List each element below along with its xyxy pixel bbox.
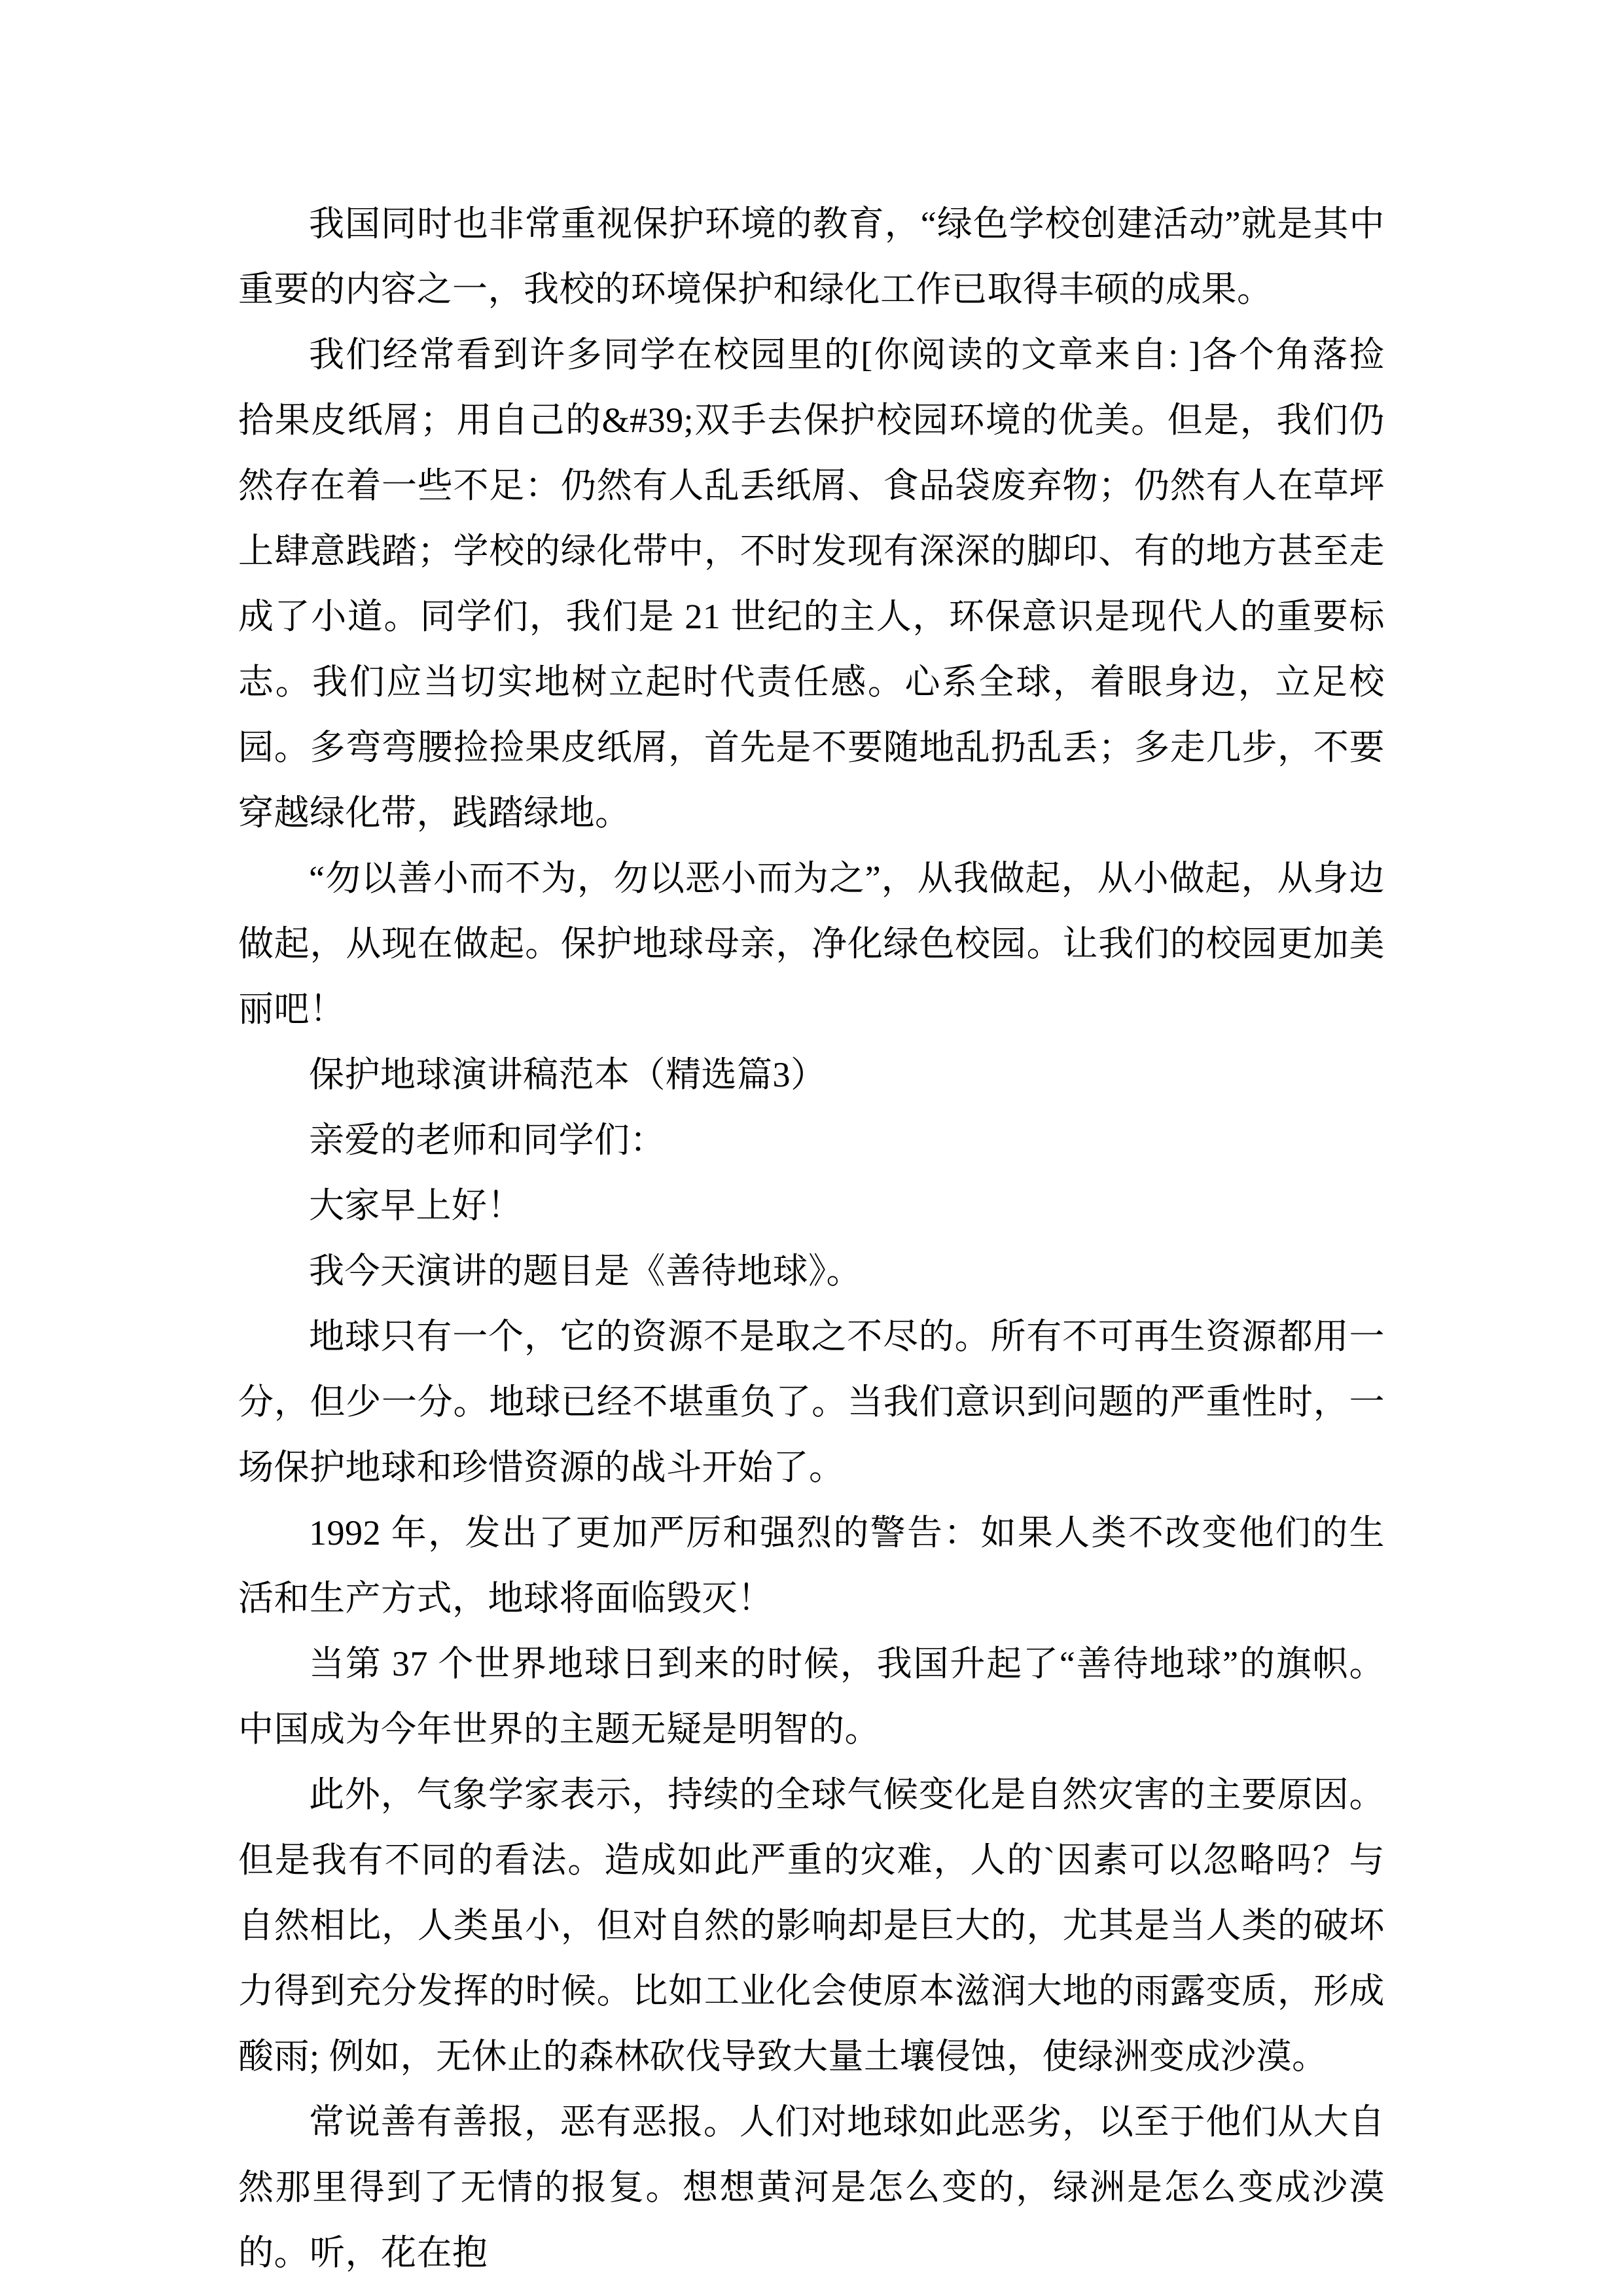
paragraph: 地球只有一个，它的资源不是取之不尽的。所有不可再生资源都用一分，但少一分。地球已经不堪重负了。当我们意识到问题的严重性时，一场保护地球和珍惜资源的战斗开始了。	[238, 1317, 1385, 1487]
paragraph: “勿以善小而不为，勿以恶小而为之”，从我做起，从小做起，从身边做起，从现在做起。保护地球母亲，净化绿色校园。让我们的校园更加美丽吧！	[238, 859, 1385, 1029]
paragraph: 此外，气象学家表示，持续的全球气候变化是自然灾害的主要原因。但是我有不同的看法。造成如此严重的灾难，人的`因素可以忽略吗？与自然相比，人类虽小，但对自然的影响却是巨大的，尤其是当人类的破坏力得到充分发挥的时候。比如工业化会使原本滋润大地的雨露变质，形成酸雨; 例如，无休止的森林砍伐导致大量土壤侵蚀，使绿洲变成沙漠。	[238, 1775, 1385, 2076]
paragraph: 1992 年，发出了更加严厉和强烈的警告：如果人类不改变他们的生活和生产方式，地球将面临毁灭！	[238, 1513, 1385, 1618]
paragraph: 保护地球演讲稿范本（精选篇3）	[309, 1055, 827, 1094]
paragraph: 我国同时也非常重视保护环境的教育，“绿色学校创建活动”就是其中重要的内容之一，我校的环境保护和绿化工作已取得丰硕的成果。	[238, 204, 1385, 309]
paragraph: 亲爱的老师和同学们：	[309, 1121, 666, 1160]
paragraph: 我们经常看到许多同学在校园里的[你阅读的文章来自: ]各个角落捡拾果皮纸屑；用自己的&#39;双手去保护校园环境的优美。但是，我们仍然存在着一些不足：仍然有人乱丢纸屑、食品袋废弃物；仍然有人在草坪上肆意践踏；学校的绿化带中，不时发现有深深的脚印、有的地方甚至走成了小道。同学们，我们是 21 世纪的主人，环保意识是现代人的重要标志。我们应当切实地树立起时代责任感。心系全球，着眼身边，立足校园。多弯弯腰捡捡果皮纸屑，首先是不要随地乱扔乱丢；多走几步，不要穿越绿化带，践踏绿地。	[238, 335, 1385, 833]
paragraph: 大家早上好！	[309, 1186, 523, 1225]
paragraph: 常说善有善报，恶有恶报。人们对地球如此恶劣，以至于他们从大自然那里得到了无情的报复。想想黄河是怎么变的，绿洲是怎么变成沙漠的。听，花在抱	[238, 2102, 1385, 2272]
paragraph: 当第 37 个世界地球日到来的时候，我国升起了“善待地球”的旗帜。中国成为今年世界的主题无疑是明智的。	[238, 1644, 1385, 1749]
paragraph: 我今天演讲的题目是《善待地球》。	[309, 1251, 862, 1291]
document-body	[238, 191, 1385, 2286]
